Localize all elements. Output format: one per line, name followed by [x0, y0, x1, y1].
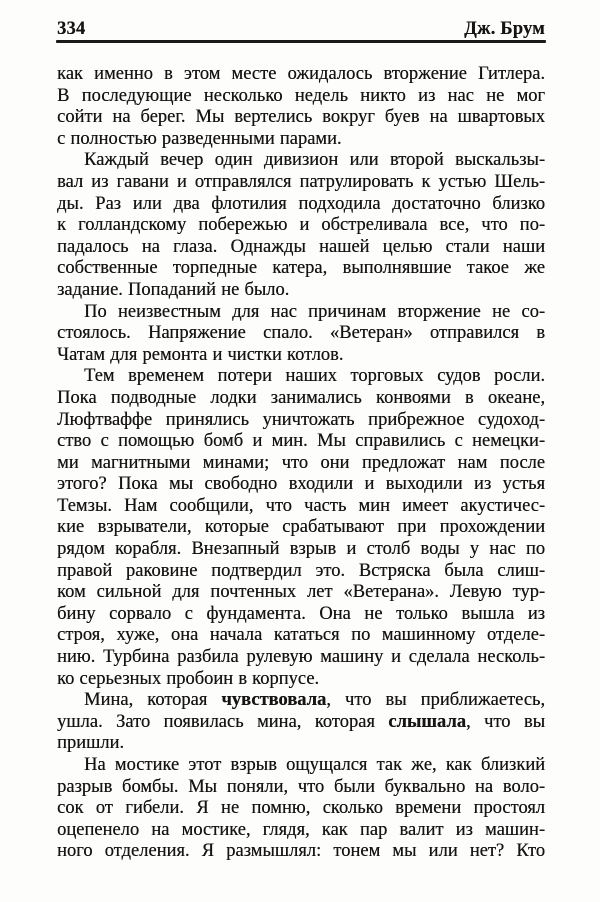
text-line [57, 604, 545, 626]
text-segment: оцепенело на мостике, глядя, как пар валит из машин- [57, 819, 545, 840]
text-segment: собственные торпедные катера, выполнявшие такое же [57, 258, 545, 279]
text-line [57, 129, 545, 151]
text-line [57, 323, 545, 345]
text-line [57, 669, 545, 691]
text-line [57, 410, 545, 432]
text-line [57, 647, 545, 669]
text-segment: к голландскому побережью и обстреливала все, что по- [57, 215, 545, 236]
text-segment: кие взрыватели, которые срабатывают при прохождении [57, 517, 545, 538]
text-segment: ды. Раз или два флотилия подходила достаточно близко [57, 193, 545, 214]
running-title: Дж. Брум [464, 19, 545, 39]
text-line [57, 215, 545, 237]
text-line [57, 64, 545, 86]
text-line [57, 625, 545, 647]
text-segment: Чатам для ремонта и чистки котлов. [57, 344, 344, 365]
paragraph [57, 755, 545, 863]
text-line [57, 820, 545, 842]
running-header [57, 19, 545, 40]
text-segment: Пока подводные лодки занимались конвоями в океане, [57, 387, 545, 408]
text-line [57, 453, 545, 475]
text-segment: Тем временем потери наших торговых судов росли. [84, 366, 545, 387]
text-line [57, 798, 545, 820]
text-line [57, 107, 545, 129]
page-number: 334 [57, 19, 86, 39]
text-segment: бину сорвало с фундамента. Она не только вышла из [57, 603, 545, 624]
page-text [57, 64, 545, 863]
text-line [57, 755, 545, 777]
text-line [57, 86, 545, 108]
paragraph [57, 366, 545, 690]
text-line [57, 172, 545, 194]
text-line [57, 690, 545, 712]
text-segment: Люфтваффе принялись уничтожать прибрежное судоход- [57, 409, 545, 430]
text-segment: строя, хуже, она начала кататься по машинному отделе- [57, 625, 545, 646]
text-line [57, 561, 545, 583]
text-line [57, 150, 545, 172]
text-line [57, 345, 545, 367]
text-segment: сойти на берег. Мы вертелись вокруг буев на швартовых [57, 107, 545, 128]
text-line [57, 841, 545, 863]
text-segment: разрыв бомбы. Мы поняли, что были буквально на воло- [57, 776, 545, 797]
text-segment: В последующие несколько недель никто из нас не мог [57, 85, 545, 106]
paragraph [57, 690, 545, 755]
text-segment: как именно в этом месте ожидалось вторжение Гитлера. [57, 64, 545, 84]
text-segment: этого? Пока мы свободно входили и выходили из устья [57, 474, 545, 495]
text-segment: Каждый вечер один дивизион или второй выскальзы- [84, 150, 545, 171]
text-segment: с полностью разведенными парами. [57, 128, 342, 149]
text-line [57, 431, 545, 453]
text-segment: Темзы. Нам сообщили, что часть мин имеет акустичес- [57, 495, 545, 516]
text-line [57, 366, 545, 388]
text-line [57, 777, 545, 799]
text-segment: Мина, которая [84, 690, 222, 711]
text-segment: ушла. Зато появилась мина, которая [57, 711, 389, 732]
text-line [57, 712, 545, 734]
text-line [57, 258, 545, 280]
text-line [57, 474, 545, 496]
text-segment: На мостике этот взрыв ощущался так же, как близкий [84, 755, 545, 775]
text-segment: ми магнитными минами; что они предложат нам после [57, 452, 545, 473]
text-segment: сок от гибели. Я не помню, сколько времени простоял [57, 798, 545, 819]
text-segment: задание. Попаданий не было. [57, 279, 290, 300]
text-line [57, 582, 545, 604]
text-segment: ство с помощью бомб и мин. Мы справились с немецки- [57, 431, 545, 452]
text-segment: , что вы приближаетесь, [326, 690, 545, 711]
text-segment: ко серьезных пробоин в корпусе. [57, 668, 320, 689]
text-line [57, 496, 545, 518]
bold-text-segment: слышала [388, 711, 466, 732]
text-segment: ком сильной для почтенных лет «Ветерана». Левую тур- [57, 582, 545, 603]
text-segment: падалось на глаза. Однажды нашей целью стали наши [57, 236, 545, 257]
text-segment: , что вы [465, 711, 545, 732]
text-line [57, 388, 545, 410]
header-rule [56, 40, 546, 43]
paragraph [57, 302, 545, 367]
text-segment: стоялось. Напряжение спало. «Ветеран» отправился в [57, 323, 545, 344]
text-line [57, 194, 545, 216]
text-line [57, 280, 545, 302]
text-line [57, 733, 545, 755]
text-line [57, 237, 545, 259]
text-segment: вал из гавани и отправлялся патрулировать к устью Шель- [57, 171, 545, 192]
text-line [57, 517, 545, 539]
text-line [57, 302, 545, 324]
paragraph [57, 150, 545, 301]
text-segment: ного отделения. Я размышлял: тонем мы или нет? Кто [57, 841, 545, 862]
text-segment: правой раковине подтвердил это. Встряска была слиш- [57, 560, 545, 581]
paragraph [57, 64, 545, 150]
text-line [57, 539, 545, 561]
text-segment: пришли. [57, 733, 125, 754]
text-segment: По неизвестным для нас причинам вторжение не со- [84, 301, 545, 322]
bold-text-segment: чувствовала [221, 690, 327, 711]
text-segment: рядом корабля. Внезапный взрыв и столб воды у нас по [57, 539, 545, 560]
text-segment: нию. Турбина разбила рулевую машину и сделала несколь- [57, 647, 545, 668]
